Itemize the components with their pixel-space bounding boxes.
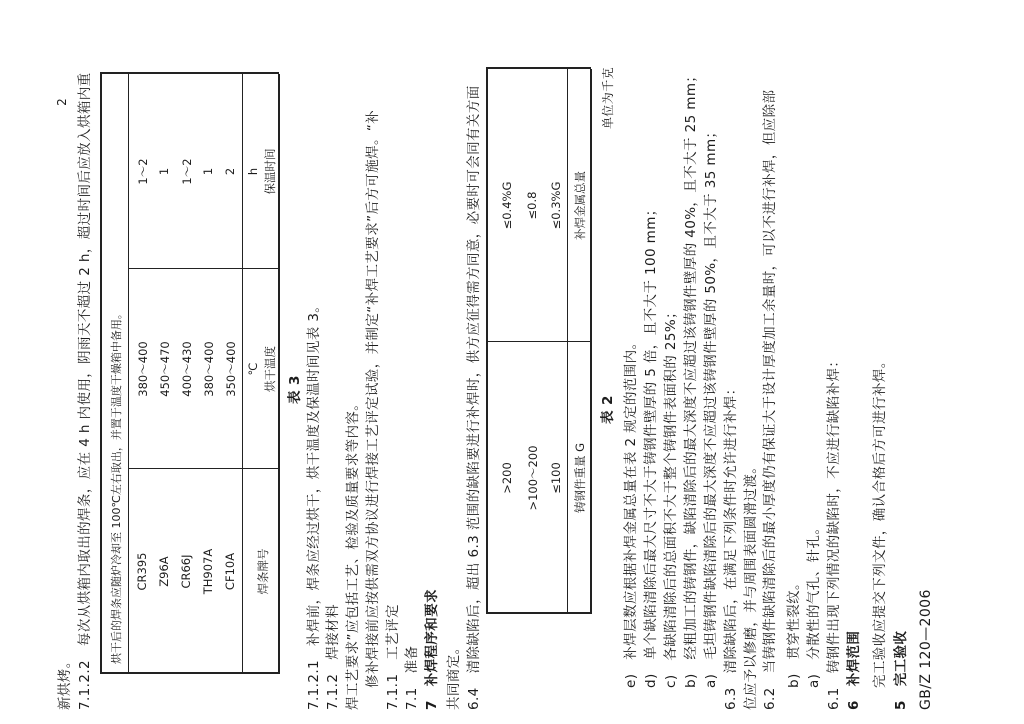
section-7-title: 7 补焊程序和要求 [424, 589, 440, 710]
section-6-1: 6.1 铸钢件出现下列情况的缺陷时，不应进行缺陷补焊： [826, 353, 842, 710]
doc-code: GB/Z 120—2006 [918, 589, 934, 710]
table-3-row2-temp: 380～400 [202, 341, 216, 397]
section-7-1-1-line2: 修补焊接前应按供需双方协议进行焊接工艺评定试验，并制定“补焊工艺要求”后方可施焊。“补 [365, 109, 381, 688]
section-6-title: 6 补焊范围 [846, 630, 862, 710]
table-3-row1-time: 2 [223, 167, 237, 176]
table-3-row2-electrode: TH907A [201, 548, 215, 595]
table-3-row4-time: 1 [157, 167, 171, 176]
table-3-row5-electrode: CR395 [135, 552, 149, 591]
table-3-row1-temp: 350～400 [224, 341, 238, 397]
table-3-row5-temp: 380～400 [136, 341, 150, 397]
section-7-1-2-2-line2: 新烘烤。 [57, 654, 73, 710]
table-3-header-temp-unit: ℃ [246, 362, 260, 376]
section-5-body: 完工验收应提交下列文件，确认合格后方可进行补焊。 [872, 354, 888, 688]
section-6-3: 6.3 清除缺陷后，在满足下列条件时允许进行补焊： [723, 381, 739, 710]
table-3-row3-temp: 400～430 [180, 341, 194, 397]
table-3-row3-time: 1～2 [180, 158, 194, 185]
table-2-row3-total: ≤0.4%G [500, 181, 514, 230]
table-3-row3-electrode: CR66J [179, 554, 193, 589]
table-3-row5-time: 1～2 [136, 158, 150, 185]
table-3-note: 烘干后的焊条应随炉冷却至 100℃左右取出，并置于温度干燥箱中备用。 [110, 308, 123, 664]
section-6-4-line2: 共同商定。 [446, 640, 462, 710]
page-number: 2 [54, 98, 69, 106]
section-7-1-1-line3: 焊工艺要求”应包括工艺、检验及质量要求等内容。 [345, 396, 361, 710]
table-2-row2-total: ≤0.8 [525, 191, 539, 220]
section-7-1: 7.1 准备 [404, 645, 420, 710]
table-3-title: 表 3 [287, 375, 303, 404]
section-5-title: 5 完工验收 [893, 630, 909, 710]
table-2-title: 表 2 [600, 395, 616, 424]
table-2-header-weight: 铸钢件重量 G [573, 442, 587, 514]
table-2-row1-weight: ≤100 [549, 462, 563, 494]
table-2-row1-total: ≤0.3%G [549, 181, 563, 230]
table-3-row1-electrode: CF10A [223, 552, 237, 591]
table-3-row2-time: 1 [201, 167, 215, 176]
section-6-3c: c) 各缺陷清除后的总面积不大于整个铸钢件表面积的 25%； [663, 305, 679, 688]
section-6-1a: a) 分散性的气孔、针孔。 [806, 520, 822, 688]
section-6-2-line2: 位应予以修磨，并与周围表面圆滑过渡。 [743, 459, 759, 710]
section-7-1-1: 7.1.1 工艺评定 [385, 604, 401, 710]
section-6-3d: d) 单个缺陷清除后最大尺寸不大于铸钢件壁厚的 5 倍，且不大于 100 mm； [643, 202, 659, 688]
section-6-3a: a) 毛坦铸钢件缺陷清除后的最大深度不应超过该铸钢件壁厚的 50%，且不大于 35 mm； [703, 124, 719, 688]
section-7-1-2-1: 7.1.2.1 补焊前，焊条应经过烘干，烘干温度及保温时间见表 3。 [306, 298, 322, 710]
table-2-unit: 单位为千克 [601, 66, 615, 129]
table-2-row2-weight: >100～200 [526, 445, 540, 511]
table-3-header-time: 保温时间 [263, 148, 277, 195]
section-7-1-2-2-line1: 7.1.2.2 每次从烘箱内取出的焊条，应在 4 h 内使用，阴雨天不超过 2 h，超过时间后应放入烘箱内重 [77, 72, 93, 710]
table-3-row4-electrode: Z96A [157, 556, 171, 587]
section-6-2-line1: 6.2 当铸钢件缺陷清除后的最小厚度仍有保证大于设计厚度加工余量时，可以不进行补焊，但应除部 [762, 89, 778, 710]
section-7-1-2: 7.1.2 焊接材料 [325, 604, 341, 710]
section-6-4-line1: 6.4 清除缺陷后，超出 6.3 范围的缺陷要进行补焊时，供方应征得需方同意，必要时可会同有关方面 [466, 85, 482, 710]
table-3-row4-temp: 450～470 [158, 341, 172, 397]
table-3-header-electrode: 焊条牌号 [256, 548, 270, 595]
table-2-row3-weight: >200 [500, 462, 514, 494]
table-3-header-temp: 烘干温度 [263, 346, 277, 392]
table-2-header-total: 补焊金属总量 [573, 171, 587, 240]
section-6-3e: e) 补焊层数应根据补焊金属总量在表 2 规定的范围内。 [623, 335, 639, 688]
section-6-3b: b) 经粗加工的铸钢件，缺陷清除后的最大深度不应超过该铸钢件壁厚的 40%，且不大于 25 mm； [683, 68, 699, 688]
section-6-1b: b) 贯穿性裂纹。 [786, 576, 802, 688]
table-3-header-time-unit: h [246, 167, 260, 176]
